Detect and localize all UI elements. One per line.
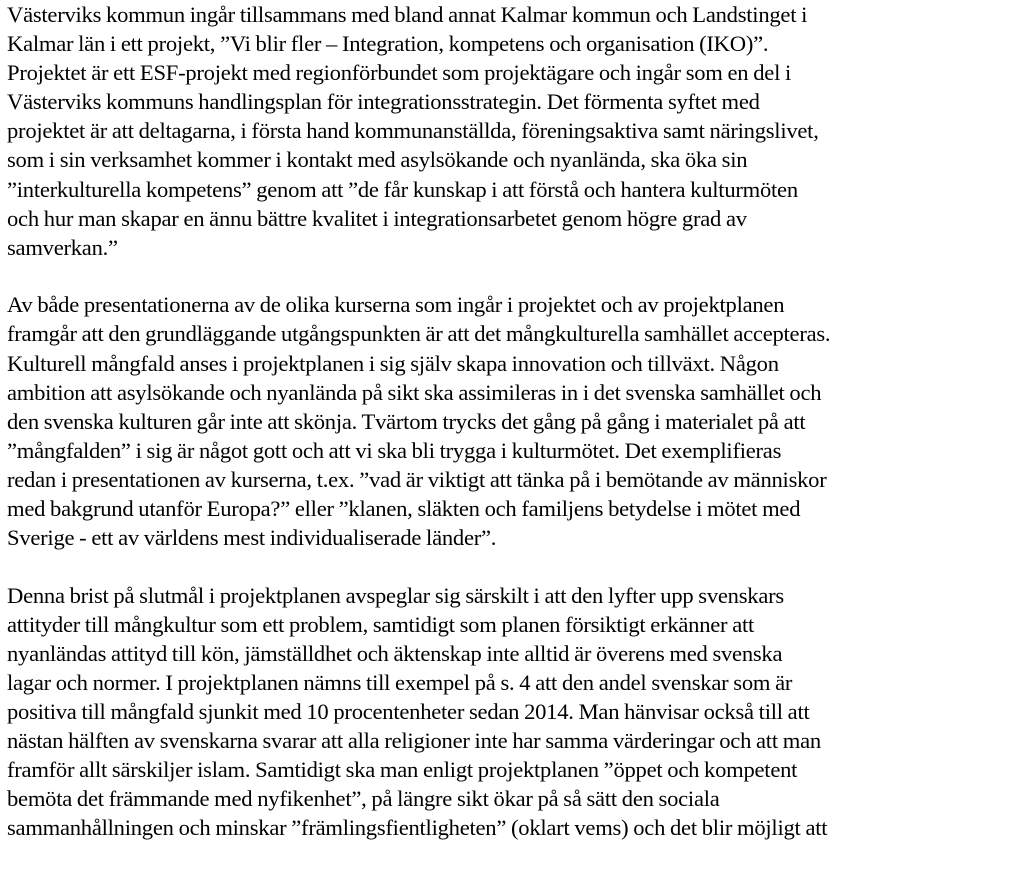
paragraph-3 (7, 581, 1016, 843)
text-line: Av både presentationerna av de olika kurserna som ingår i projektet och av projektplanen (7, 292, 785, 318)
text-line: projektet är att deltagarna, i första hand kommunanställda, föreningsaktiva samt näringslivet, (7, 118, 819, 144)
text-line: attityder till mångkultur som ett problem, samtidigt som planen försiktigt erkänner att (7, 611, 755, 637)
text-line: Kalmar län i ett projekt, ”Vi blir fler – Integration, kompetens och organisation (IKO)”. (7, 31, 769, 57)
text-line: Västerviks kommuns handlingsplan för integrationsstrategin. Det förmenta syftet med (7, 89, 760, 115)
text-line: ”mångfalden” i sig är något gott och att vi ska bli trygga i kulturmötet. Det exemplifieras (7, 437, 782, 463)
text-line: den svenska kulturen går inte att skönja. Tvärtom trycks det gång på gång i materialet på att (7, 408, 806, 434)
text-line: redan i presentationen av kurserna, t.ex. ”vad är viktigt att tänka på i bemötande av människor (7, 466, 827, 492)
text-line: nästan hälften av svenskarna svarar att alla religioner inte har samma värderingar och att man (7, 728, 821, 754)
text-line: och hur man skapar en ännu bättre kvalitet i integrationsarbetet genom högre grad av (7, 205, 747, 231)
text-line: Sverige - ett av världens mest individualiserade länder”. (7, 525, 497, 551)
text-line: med bakgrund utanför Europa?” eller ”klanen, släkten och familjens betydelse i mötet med (7, 496, 801, 521)
text-line: framgår att den grundläggande utgångspunkten är att det mångkulturella samhället accepteras. (7, 321, 831, 347)
text-line: ambition att asylsökande och nyanlända på sikt ska assimileras in i det svenska samhället och (7, 379, 822, 405)
text-line: sammanhållningen och minskar ”främlingsfientligheten” (oklart vems) och det blir möjligt att (7, 815, 828, 841)
paragraph-1 (7, 0, 1016, 262)
text-line: framför allt särskiljer islam. Samtidigt ska man enligt projektplanen ”öppet och kompetent (7, 757, 798, 783)
paragraph-2 (7, 290, 1016, 552)
text-line: bemöta det främmande med nyfikenhet”, på längre sikt ökar på så sätt den sociala (7, 786, 720, 812)
text-line: positiva till mångfald sjunkit med 10 procentenheter sedan 2014. Man hänvisar också till att (7, 699, 810, 725)
text-line: som i sin verksamhet kommer i kontakt med asylsökande och nyanlända, ska öka sin (7, 147, 748, 173)
text-line: samverkan.” (7, 234, 118, 260)
paragraph-spacer (7, 262, 1016, 291)
text-line: Kulturell mångfald anses i projektplanen i sig själv skapa innovation och tillväxt. Någon (7, 350, 779, 376)
text-line: Projektet är ett ESF-projekt med regionförbundet som projektägare och ingår som en del i (7, 60, 792, 86)
text-line: nyanländas attityd till kön, jämställdhet och äktenskap inte alltid är överens med svenska (7, 640, 783, 666)
text-line: Denna brist på slutmål i projektplanen avspeglar sig särskilt i att den lyfter upp svenskars (7, 582, 784, 608)
text-line: lagar och normer. I projektplanen nämns till exempel på s. 4 att den andel svenskar som är (7, 669, 793, 695)
text-line: Västerviks kommun ingår tillsammans med bland annat Kalmar kommun och Landstinget i (7, 2, 808, 27)
text-line: ”interkulturella kompetens” genom att ”de får kunskap i att förstå och hantera kulturmöten (7, 176, 798, 202)
paragraph-spacer (7, 552, 1016, 581)
